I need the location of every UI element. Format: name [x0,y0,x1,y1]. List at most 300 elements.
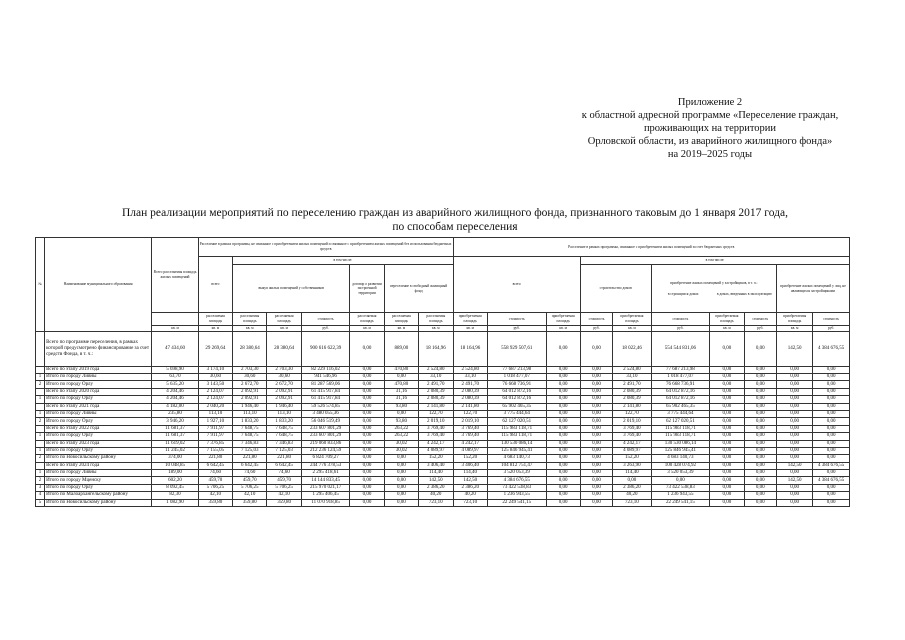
row-value: 0,00 [813,499,850,506]
row-value: 0,00 [384,410,418,417]
row-value: 47 434,60 [152,331,199,366]
row-value: 0,00 [613,477,651,484]
row-value: 115 983 118,71 [651,433,710,440]
row-value: 0,00 [813,381,850,388]
row-value: 4 242,17 [453,440,487,447]
unit-header: руб. [301,326,350,332]
row-value: 4 089,97 [453,447,487,454]
row-value: 221,80 [198,455,232,462]
row-value: 7 911,97 [198,433,232,440]
unit-header: руб. [813,326,850,332]
row-value: 0,00 [744,462,776,469]
row-value: 459,70 [198,477,232,484]
row-value: 65 902 465,35 [651,403,710,410]
row-value: 62 127 020,51 [487,418,546,425]
row-value: 113,10 [267,410,301,417]
row-value: 14 144 833,45 [301,477,350,484]
row-value: 77 687 213,98 [651,366,710,373]
sub-header: расселяемая площадь [198,313,232,326]
row-value: 0,00 [744,381,776,388]
row-name: Итого по городу Мценску [45,477,152,484]
row-value: 0,00 [776,433,812,440]
row-value: 4 683 140,73 [651,455,710,462]
row-value: 4 384 676,55 [487,477,546,484]
row-name: Всего по этапу 2023 года [45,440,152,447]
row-value: 1 236 943,55 [651,492,710,499]
row-value: 0,00 [350,381,384,388]
row-value: 0,00 [350,447,384,454]
row-name: Итого по Малоархангельскому району [45,492,152,499]
table-row [36,418,850,425]
row-value: 0,00 [744,492,776,499]
row-value: 0,00 [776,447,812,454]
row-value: 142,50 [419,477,453,484]
row-value: 0,00 [813,388,850,395]
row-value: 0,00 [776,440,812,447]
sub-header: приобретаемая площадь [710,313,744,326]
row-value: 0,00 [710,410,744,417]
table-row [36,373,850,380]
row-number: 1 [36,470,45,477]
table-body [36,331,850,506]
row-value: 2 672,70 [267,381,301,388]
row-value: 0,00 [580,396,612,403]
row-value: 114,40 [453,470,487,477]
row-value: 0,00 [813,410,850,417]
row-value: 233 607 801,29 [301,425,350,432]
row-name: Итого по городу Орлу [45,396,152,403]
table-row [36,455,850,462]
unit-header: кв. м [233,326,267,332]
row-value: 2 040,20 [198,403,232,410]
row-value: 142,50 [453,477,487,484]
row-value: 3 263,90 [613,462,651,469]
row-value: 0,00 [350,484,384,491]
row-value: 0,00 [710,477,744,484]
row-value: 7 911,97 [198,425,232,432]
row-value: 0,00 [350,425,384,432]
row-value: 115 983 118,71 [487,425,546,432]
unit-header: кв. м [267,326,301,332]
row-value: 1 833,20 [233,418,267,425]
row-value: 723,10 [613,499,651,506]
row-value: 2 092,91 [233,396,267,403]
row-value: 61 415 917,84 [301,388,350,395]
unit-header: кв. м [776,326,812,332]
row-value: 0,00 [651,477,710,484]
row-value: 0,00 [710,455,744,462]
row-value: 64 012 872,16 [487,388,546,395]
row-value: 1 018 477,07 [487,373,546,380]
row-value: 40,20 [419,492,453,499]
row-name: Итого по городу Орлу [45,381,152,388]
row-value: 3 769,40 [453,433,487,440]
row-number: 2 [36,418,45,425]
row-value: 0,00 [580,470,612,477]
row-value: 0,00 [710,381,744,388]
row-value: 4 204,46 [152,396,199,403]
table-row [36,433,850,440]
row-name: Итого по городу Орлу [45,433,152,440]
row-value: 1 946,40 [267,403,301,410]
row-value: 5 706,25 [233,484,267,491]
row-number [36,388,45,395]
row-name: Всего по этапу 2020 года [45,388,152,395]
row-value: 11 681,37 [152,425,199,432]
row-value: 0,00 [744,499,776,506]
row-value: 2 019,10 [453,418,487,425]
row-number: 2 [36,455,45,462]
col-header-name: Наименование муниципального образования [45,238,152,332]
row-value: 4 384 676,55 [813,477,850,484]
row-value: 40,20 [613,492,651,499]
row-name: Итого по Новосильскому району [45,455,152,462]
row-value: 74,60 [267,470,301,477]
row-value: 93,80 [384,403,418,410]
row-value: 77 687 213,98 [487,366,546,373]
row-value: 0,00 [580,373,612,380]
row-value: 0,00 [710,447,744,454]
table-row [36,492,850,499]
row-value: 2 672,70 [233,381,267,388]
row-value: 0,00 [546,425,580,432]
row-value: 33,10 [453,373,487,380]
row-value: 0,00 [710,388,744,395]
row-value: 31,16 [384,388,418,395]
row-value: 3 775 444,64 [651,410,710,417]
row-value: 7 648,75 [267,433,301,440]
row-value: 4 089,97 [419,447,453,454]
table-row [36,388,850,395]
row-value: 0,00 [776,492,812,499]
row-value: 0,00 [710,396,744,403]
row-value: 0,00 [580,410,612,417]
table-row [36,425,850,432]
row-value: 0,00 [710,433,744,440]
plan-title-line: по способам переселения [392,221,518,233]
row-value: 4 242,17 [613,440,651,447]
row-value: 0,00 [580,455,612,462]
row-value: 0,00 [813,403,850,410]
row-value: 2 524,80 [419,366,453,373]
row-number [36,425,45,432]
row-value: 0,00 [350,440,384,447]
row-value: 0,00 [384,462,418,469]
row-value: 0,00 [546,484,580,491]
row-value: 0,00 [350,433,384,440]
row-value: 0,00 [710,440,744,447]
row-value: 7 346,83 [267,440,301,447]
row-value: 2 141,80 [419,403,453,410]
row-value: 28 380,64 [233,331,267,366]
row-value: 221,80 [267,455,301,462]
row-value: 0,00 [744,484,776,491]
row-value: 0,00 [580,381,612,388]
row-value: 11 619,02 [152,440,199,447]
row-value: 81 287 569,06 [301,381,350,388]
col-header-vykup: выкуп жилых помещений у собственников [233,265,350,313]
row-value: 4 182,00 [152,403,199,410]
row-value: 0,00 [580,433,612,440]
row-value: 0,00 [813,418,850,425]
row-value: 0,00 [546,462,580,469]
row-value: 5 706,25 [267,484,301,491]
row-value: 0,00 [546,499,580,506]
row-value: 263,22 [384,433,418,440]
row-value: 30,60 [198,373,232,380]
row-value: 0,00 [546,331,580,366]
row-number: 2 [36,381,45,388]
row-value: 0,00 [710,492,744,499]
row-value: 0,00 [813,366,850,373]
row-value: 0,00 [546,433,580,440]
row-value: 2 491,70 [613,381,651,388]
row-value: 3 143,50 [198,381,232,388]
row-value: 1 833,20 [267,418,301,425]
row-value: 3 480 055,36 [301,410,350,417]
row-value: 941 546,96 [301,373,350,380]
row-value: 113,10 [233,410,267,417]
row-value: 3 174,10 [198,366,232,373]
row-value: 0,00 [384,477,418,484]
row-value: 0,00 [776,396,812,403]
row-value: 0,00 [744,433,776,440]
row-name: Итого по городу Орлу [45,484,152,491]
row-value: 0,00 [710,470,744,477]
row-value: 0,00 [384,455,418,462]
row-value: 0,00 [813,492,850,499]
sub-header: расселяемая площадь [384,313,418,326]
row-value: 0,00 [813,447,850,454]
row-value: 0,00 [546,381,580,388]
row-value: 0,00 [776,373,812,380]
col-header-pereselenie: переселение в свободный жилищный фонд [384,265,453,313]
row-value: 1 946,40 [233,403,267,410]
row-value: 3 769,40 [453,425,487,432]
unit-header: кв. м [546,326,580,332]
v-stroyash-label: в строящихся домах [667,291,699,296]
row-value: 1 295 406,45 [301,492,350,499]
row-value: 76 668 736,91 [651,381,710,388]
unit-header: кв. м [384,326,418,332]
row-value: 2 019,10 [419,418,453,425]
of-which-b: в том числе: [580,257,849,265]
row-value: 212 236 124,59 [301,447,350,454]
row-name: Всего по этапу 2021 года [45,403,152,410]
priobr-zastr-label: приобретение жилых помещений у застройщиков, в т. ч.: [670,280,758,285]
sub-header: приобретаемая площадь [776,313,812,326]
row-value: 122,70 [613,410,651,417]
row-value: 0,00 [744,425,776,432]
row-value: 0,00 [813,373,850,380]
row-value: 0,00 [744,396,776,403]
row-value: 64 012 872,16 [651,388,710,395]
row-value: 65 902 465,35 [487,403,546,410]
row-value: 0,00 [350,388,384,395]
row-value: 28 380,64 [267,331,301,366]
sub-header: стоимость [744,313,776,326]
row-value: 2 080,39 [419,388,453,395]
row-value: 42,10 [267,492,301,499]
sub-header: приобретаемая площадь [546,313,580,326]
row-value: 6 824 709,27 [301,455,350,462]
row-value: 5 635,20 [152,381,199,388]
row-value: 122,70 [419,410,453,417]
row-value: 1 082,90 [152,499,199,506]
row-value: 2 092,91 [267,396,301,403]
row-value: 2 386,20 [453,484,487,491]
row-value: 602,20 [152,477,199,484]
row-value: 22 249 541,15 [487,499,546,506]
row-value: 470,80 [384,366,418,373]
plan-title-line: План реализации мероприятий по переселению граждан из аварийного жилищного фонда, признанного таковым до 1 января 2017 года, [122,207,788,219]
row-value: 219 060 833,86 [301,440,350,447]
row-value: 0,00 [813,484,850,491]
row-value: 62 127 020,51 [651,418,710,425]
sub-header: приобретаемая площадь [453,313,487,326]
row-number: 4 [36,492,45,499]
row-value: 0,00 [776,366,812,373]
row-value: 8 092,45 [152,484,199,491]
row-value: 115 983 118,71 [651,425,710,432]
row-value: 359,80 [267,499,301,506]
row-value: 0,00 [350,470,384,477]
sub-header: приобретаемая площадь [613,313,651,326]
row-value: 359,80 [233,499,267,506]
row-value: 122,70 [453,410,487,417]
row-value: 113,10 [198,410,232,417]
row-value: 0,00 [776,470,812,477]
row-value: 0,00 [350,499,384,506]
row-value: 2 092,91 [267,388,301,395]
row-value: 3 520 053,39 [487,470,546,477]
unit-header: руб. [744,326,776,332]
row-name: Итого по городу Ливны [45,470,152,477]
row-value: 0,00 [546,366,580,373]
row-value: 0,00 [744,366,776,373]
row-value: 359,80 [198,499,232,506]
row-value: 0,00 [813,440,850,447]
row-value: 221,80 [233,455,267,462]
row-value: 3 946,20 [152,418,199,425]
row-number: 5 [36,499,45,506]
of-which-a: в том числе: [233,257,453,265]
row-value: 7 125,03 [233,447,267,454]
row-value: 0,00 [546,440,580,447]
sub-header [152,313,199,326]
row-value: 0,00 [350,366,384,373]
row-value: 0,00 [350,492,384,499]
row-value: 11 681,37 [152,433,199,440]
row-value: 0,00 [546,410,580,417]
row-value: 64 012 872,16 [651,396,710,403]
sub-header: расселяемая площадь [267,313,301,326]
row-value: 33,10 [419,373,453,380]
row-value: 4 204,46 [152,388,199,395]
table-row [36,477,850,484]
row-value: 0,00 [776,418,812,425]
row-number [36,331,45,366]
row-value: 0,00 [744,440,776,447]
row-value: 244 776 378,53 [301,462,350,469]
unit-header: кв. м [350,326,384,332]
row-value: 723,10 [419,499,453,506]
row-value: 0,00 [546,403,580,410]
row-number [36,366,45,373]
row-value: 152,20 [613,455,651,462]
row-value: 0,00 [710,484,744,491]
row-value: 29 269,64 [198,331,232,366]
row-value: 7 648,75 [233,425,267,432]
row-value: 82 229 116,02 [301,366,350,373]
row-value: 7 155,05 [198,447,232,454]
row-value: 7 648,75 [267,425,301,432]
sub-header: стоимость [651,313,710,326]
row-value: 0,00 [350,331,384,366]
row-value: 42,10 [233,492,267,499]
row-value: 263,22 [384,425,418,432]
row-value: 0,00 [813,455,850,462]
row-value: 142,50 [776,477,812,484]
row-value: 6 642,45 [198,462,232,469]
row-value: 4 384 676,55 [813,331,850,366]
row-value: 6 642,45 [233,462,267,469]
row-value: 3 769,40 [613,433,651,440]
row-value: 889,00 [384,331,418,366]
row-value: 73 422 538,83 [651,484,710,491]
row-value: 0,00 [813,396,850,403]
row-value: 0,00 [744,470,776,477]
row-value: 7 346,83 [233,440,267,447]
row-value: 0,00 [350,403,384,410]
unit-header: руб. [487,326,546,332]
row-name: Всего по этапу 2019 года [45,366,152,373]
row-value: 2 092,91 [233,388,267,395]
row-value: 0,00 [546,396,580,403]
row-name: Итого по Новосильскому району [45,499,152,506]
row-name: Итого по городу Ливны [45,410,152,417]
row-value: 63,70 [152,373,199,380]
row-value: 0,00 [776,403,812,410]
table-row [36,462,850,469]
row-value: 82,30 [152,492,199,499]
sub-header: расселяемая площадь [350,313,384,326]
row-value: 0,00 [744,388,776,395]
row-value: 93,80 [384,418,418,425]
row-value: 0,00 [813,470,850,477]
row-value: 2 703,30 [233,366,267,373]
row-value: 11 070 918,85 [301,499,350,506]
sub-header: стоимость [487,313,546,326]
row-value: 0,00 [546,470,580,477]
plan-title [60,206,850,234]
row-value: 2 124,07 [198,396,232,403]
table-row [36,396,850,403]
row-value: 0,00 [710,373,744,380]
row-value: 2 491,70 [419,381,453,388]
row-value: 74,60 [233,470,267,477]
row-number: 1 [36,433,45,440]
row-value: 30,60 [267,373,301,380]
table-row [36,410,850,417]
row-value: 2 080,39 [419,396,453,403]
row-value: 558 929 507,61 [487,331,546,366]
row-name: Итого по городу Орлу [45,447,152,454]
appendix-header [560,96,860,161]
row-value: 125 846 945,41 [487,447,546,454]
row-value: 2 295 418,61 [301,470,350,477]
col-header-vsego-b: всего [453,257,580,313]
